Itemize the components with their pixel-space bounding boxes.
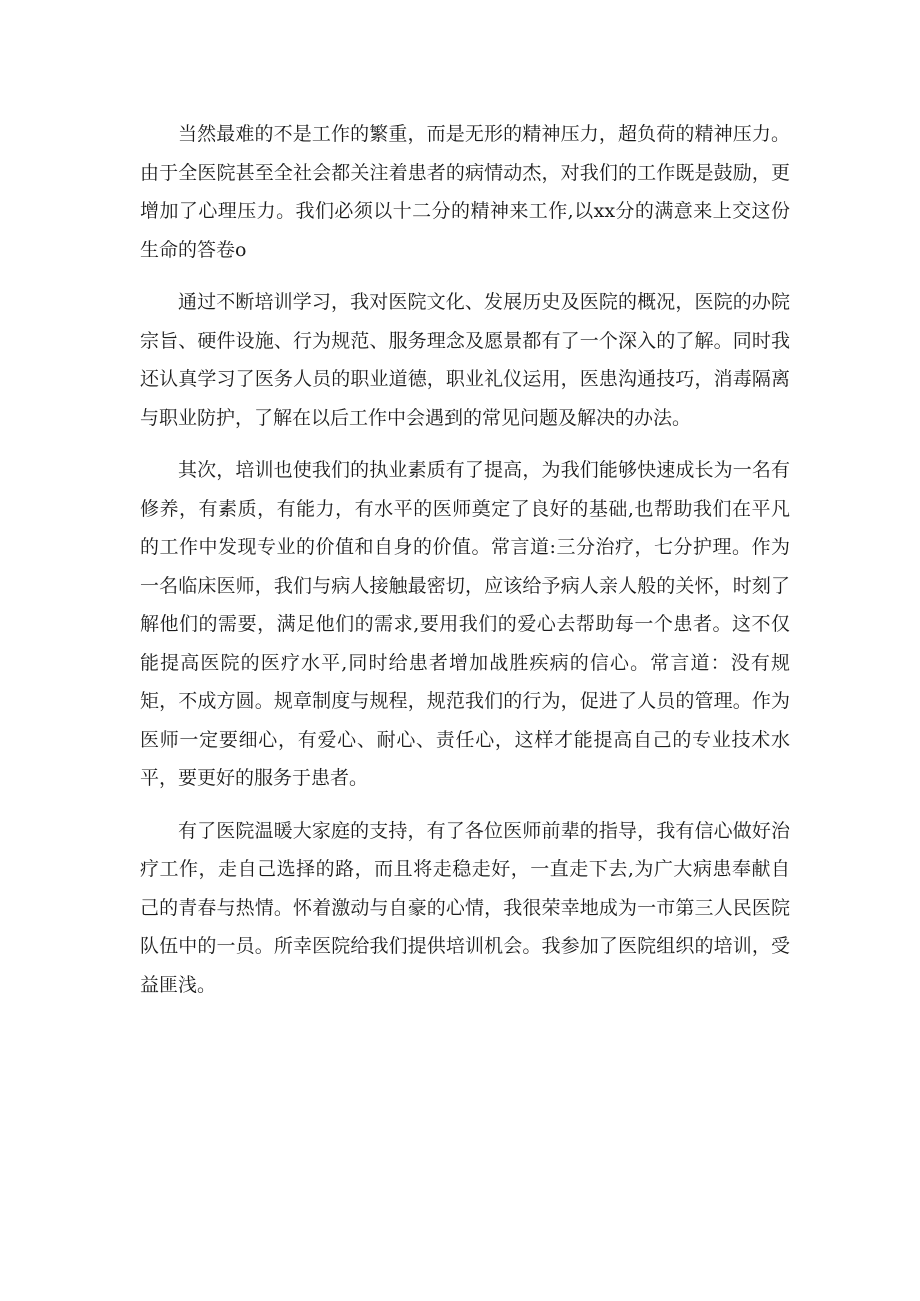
paragraph-pressure: 当然最难的不是工作的繁重，而是无形的精神压力，超负荷的精神压力。由于全医院甚至全社会都关注着患者的病情动杰，对我们的工作既是鼓励，更增加了心理压力。我们必须以十二分的精神来工作,以xx分的满意来上交这份生命的答卷ο (140, 123, 790, 261)
paragraph-professional-quality: 其次，培训也使我们的执业素质有了提高，为我们能够快速成长为一名有修养，有素质，有能力，有水平的医师奠定了良好的基础,也帮助我们在平凡的工作中发现专业的价值和自身的价值。常言道:三分治疗，七分护理。作为一名临床医师，我们与病人接触最密切，应该给予病人亲人般的关怀，时刻了解他们的需要，满足他们的需求,要用我们的爱心去帮助每一个患者。这不仅能提高医院的医疗水平,同时给患者增加战胜疾病的信心。常言道：没有规矩，不成方圆。规章制度与规程，规范我们的行为，促进了人员的管理。作为医师一定要细心，有爱心、耐心、责任心，这样才能提高自己的专业技术水平，要更好的服务于患者。 (140, 459, 790, 789)
paragraph-training-study: 通过不断培训学习，我对医院文化、发展历史及医院的概况，医院的办院宗旨、硬件设施、行为规范、服务理念及愿景都有了一个深入的了解。同时我还认真学习了医务人员的职业道德，职业礼仪运用，医患沟通技巧，消毒隔离与职业防护，了解在以后工作中会遇到的常见问题及解决的办法。 (140, 291, 790, 429)
document-body (140, 115, 790, 1018)
paragraph-hospital-family: 有了医院温暖大家庭的支持，有了各位医师前辈的指导，我有信心做好治疗工作，走自己选择的路，而且将走稳走好，一直走下去,为广大病患奉献自己的青春与热情。怀着激动与自豪的心情，我很荣幸地成为一市第三人民医院队伍中的一员。所幸医院给我们提供培训机会。我参加了医院组织的培训，受益匪浅。 (140, 819, 790, 996)
